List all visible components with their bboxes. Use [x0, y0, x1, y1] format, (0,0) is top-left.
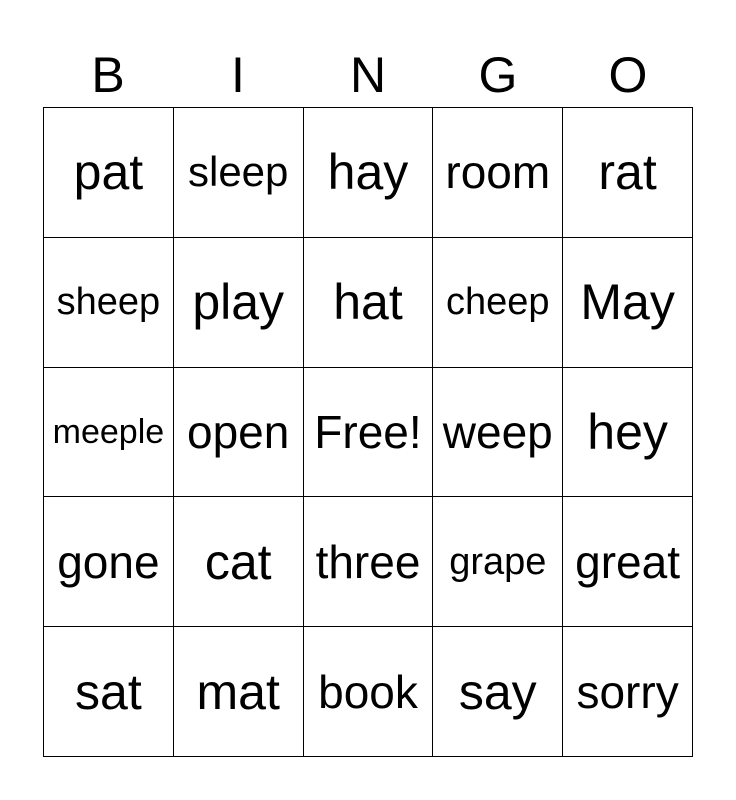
header-letter-i: I — [231, 47, 245, 103]
bingo-cell[interactable]: grape — [433, 497, 563, 627]
bingo-cell[interactable]: say — [433, 627, 563, 757]
bingo-cell[interactable]: open — [174, 368, 304, 498]
header-letter-g: G — [478, 47, 518, 103]
bingo-cell[interactable]: sorry — [563, 627, 693, 757]
bingo-cell[interactable]: hat — [304, 238, 434, 368]
bingo-card-grid — [43, 107, 693, 757]
bingo-cell[interactable]: cat — [174, 497, 304, 627]
bingo-cell[interactable]: pat — [44, 108, 174, 238]
bingo-cell[interactable]: May — [563, 238, 693, 368]
bingo-header — [43, 44, 693, 106]
free-space-cell[interactable]: Free! — [304, 368, 434, 498]
bingo-cell[interactable]: meeple — [44, 368, 174, 498]
bingo-cell[interactable]: sleep — [174, 108, 304, 238]
bingo-cell[interactable]: book — [304, 627, 434, 757]
bingo-cell[interactable]: hey — [563, 368, 693, 498]
bingo-cell[interactable]: three — [304, 497, 434, 627]
bingo-cell[interactable]: gone — [44, 497, 174, 627]
bingo-cell[interactable]: sat — [44, 627, 174, 757]
bingo-cell[interactable]: cheep — [433, 238, 563, 368]
bingo-cell[interactable]: play — [174, 238, 304, 368]
bingo-cell[interactable]: sheep — [44, 238, 174, 368]
bingo-cell[interactable]: hay — [304, 108, 434, 238]
bingo-cell[interactable]: rat — [563, 108, 693, 238]
bingo-cell[interactable]: mat — [174, 627, 304, 757]
bingo-cell[interactable]: great — [563, 497, 693, 627]
bingo-cell[interactable]: weep — [433, 368, 563, 498]
header-letter-b: B — [91, 47, 125, 103]
header-letter-n: N — [349, 47, 387, 103]
header-letter-o: O — [608, 47, 648, 103]
bingo-cell[interactable]: room — [433, 108, 563, 238]
